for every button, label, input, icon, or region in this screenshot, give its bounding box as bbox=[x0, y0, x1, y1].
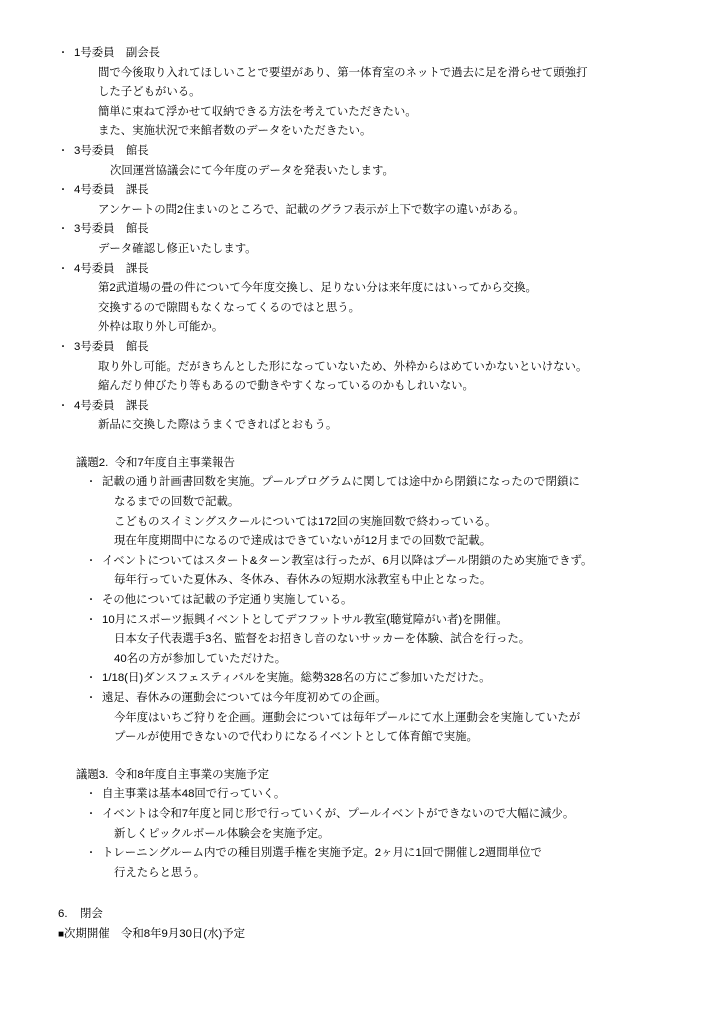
section-item bbox=[52, 689, 673, 748]
dialogue-entry bbox=[52, 181, 673, 220]
speaker-row bbox=[52, 338, 673, 358]
section-agenda-3 bbox=[52, 766, 673, 884]
bullet-icon: ・ bbox=[86, 808, 96, 820]
closing-block bbox=[52, 905, 673, 944]
dialogue-line: した子どもがいる。 bbox=[98, 86, 201, 99]
dialogue-line: また、実施状況で来館者数のデータをいただきたい。 bbox=[98, 125, 372, 138]
section-item bbox=[52, 611, 673, 670]
section-heading: 議題2. 令和7年度自主事業報告 bbox=[76, 456, 235, 469]
item-text: 10月にスポーツ振興イベントとしてデフフットサル教室(聴覚障がい者)を開催。 bbox=[102, 613, 508, 626]
item-row bbox=[86, 473, 673, 493]
bullet-icon: ・ bbox=[86, 848, 96, 860]
item-text: 記載の通り計画書回数を実施。プールプログラムに関しては途中から閉鎖になったので閉鎖に bbox=[102, 476, 580, 489]
dialogue-entry bbox=[52, 338, 673, 397]
dialogue-line: 第2武道場の畳の件について今年度交換し、足りない分は来年度にはいってから交換。 bbox=[98, 282, 537, 295]
item-row bbox=[86, 669, 673, 689]
item-text: イベントについてはスタート&ターン教室は行ったが、6月以降はプール閉鎖のため実施できず。 bbox=[102, 554, 593, 567]
bullet-icon: ・ bbox=[58, 341, 68, 353]
item-text: 1/18(日)ダンスフェスティバルを実施。総勢328名の方にご参加いただけた。 bbox=[102, 672, 491, 685]
speaker-label: 1号委員 副会長 bbox=[74, 47, 161, 59]
section-item bbox=[52, 473, 673, 551]
dialogue-line: 取り外し可能。だがきちんとした形になっていないため、外枠からはめていかないといけない。 bbox=[98, 360, 588, 373]
speaker-row bbox=[52, 220, 673, 240]
item-row bbox=[86, 611, 673, 631]
dialogue-entry bbox=[52, 142, 673, 181]
item-row bbox=[86, 689, 673, 709]
item-continuation: 日本女子代表選手3名、監督をお招きし音のないサッカーを体験、試合を行った。 bbox=[114, 633, 531, 646]
item-row bbox=[86, 785, 673, 805]
section-item bbox=[52, 844, 673, 883]
dialogue-entry bbox=[52, 260, 673, 338]
section-item bbox=[52, 785, 673, 805]
speaker-label: 4号委員 課長 bbox=[74, 399, 149, 412]
closing-title: 閉会 bbox=[80, 908, 103, 921]
speaker-label: 4号委員 課長 bbox=[74, 184, 149, 197]
item-continuation: プールが使用できないので代わりになるイベントとして体育館で実施。 bbox=[114, 731, 478, 744]
dialogue-line: 間で今後取り入れてほしいことで要望があり、第一体育室のネットで過去に足を滑らせて頭強打 bbox=[98, 66, 588, 79]
dialogue-line: 簡単に束ねて浮かせて収納できる方法を考えていただきたい。 bbox=[98, 105, 417, 118]
item-row bbox=[86, 552, 673, 572]
bullet-icon: ・ bbox=[58, 185, 68, 197]
bullet-icon: ・ bbox=[86, 789, 96, 801]
section-item bbox=[52, 669, 673, 689]
speaker-label: 3号委員 館長 bbox=[74, 223, 149, 236]
section-agenda-2 bbox=[52, 454, 673, 748]
dialogue-line: 新品に交換した際はうまくできればとおもう。 bbox=[98, 419, 338, 432]
bullet-icon: ・ bbox=[58, 224, 68, 236]
speaker-row bbox=[52, 44, 673, 64]
dialogue-line: 次回運営協議会にて今年度のデータを発表いたします。 bbox=[110, 164, 394, 177]
item-text: 遠足、春休みの運動会については今年度初めての企画。 bbox=[102, 692, 387, 704]
item-text: トレーニングルーム内での種目別選手権を実施予定。2ヶ月に1回で開催し2週間単位で bbox=[102, 847, 542, 860]
bullet-icon: ・ bbox=[58, 263, 68, 275]
next-meeting-row bbox=[58, 925, 673, 945]
speaker-label: 3号委員 館長 bbox=[74, 340, 149, 353]
speaker-label: 4号委員 課長 bbox=[74, 262, 149, 275]
dialogue-line: 交換するので隙間もなくなってくるのではと思う。 bbox=[98, 301, 360, 314]
speaker-label: 3号委員 館長 bbox=[74, 144, 149, 157]
dialogue-line: 外枠は取り外し可能か。 bbox=[98, 321, 224, 334]
bullet-icon: ・ bbox=[58, 145, 68, 157]
item-continuation: 毎年行っていた夏休み、冬休み、春休みの短期水泳教室も中止となった。 bbox=[114, 574, 492, 587]
dialogue-line: アンケートの問2住まいのところで、記載のグラフ表示が上下で数字の違いがある。 bbox=[98, 203, 525, 216]
closing-number: 6. bbox=[58, 908, 68, 921]
speaker-row bbox=[52, 142, 673, 162]
item-text: 自主事業は基本48回で行っていく。 bbox=[102, 788, 286, 801]
dialogue-entry bbox=[52, 397, 673, 436]
item-continuation: 新しくピックルボール体験会を実施予定。 bbox=[114, 827, 330, 840]
closing-heading-row bbox=[58, 905, 673, 925]
bullet-icon: ・ bbox=[86, 595, 96, 607]
bullet-icon: ・ bbox=[86, 614, 96, 626]
dialogue-line: データ確認し修正いたします。 bbox=[98, 242, 257, 255]
item-text: その他については記載の予定通り実施している。 bbox=[102, 594, 353, 607]
bullet-icon: ・ bbox=[86, 673, 96, 685]
item-continuation: 40名の方が参加していただけた。 bbox=[114, 652, 287, 665]
item-continuation: なるまでの回数で記載。 bbox=[114, 496, 240, 509]
item-row bbox=[86, 805, 673, 825]
bullet-icon: ・ bbox=[58, 400, 68, 412]
section-item bbox=[52, 805, 673, 844]
item-continuation: こどものスイミングスクールについては172回の実施回数で終わっている。 bbox=[114, 515, 497, 528]
item-continuation: 現在年度期間中になるので達成はできていないが12月までの回数で記載。 bbox=[114, 535, 492, 548]
bullet-icon: ・ bbox=[58, 48, 68, 59]
bullet-icon: ・ bbox=[86, 555, 96, 567]
speaker-row bbox=[52, 260, 673, 280]
bullet-icon: ・ bbox=[86, 477, 96, 489]
dialogue-entry bbox=[52, 44, 673, 142]
item-continuation: 今年度はいちご狩りを企画。運動会については毎年プールにて水上運動会を実施していたが bbox=[114, 711, 581, 724]
document-body bbox=[52, 44, 673, 945]
square-bullet-icon: ■ bbox=[58, 928, 65, 940]
item-continuation: 行えたらと思う。 bbox=[114, 866, 206, 879]
dialogue-block bbox=[52, 44, 673, 436]
dialogue-line: 縮んだり伸びたり等もあるので動きやすくなっているのかもしれいない。 bbox=[98, 380, 474, 393]
section-heading: 議題3. 令和8年度自主事業の実施予定 bbox=[76, 768, 270, 781]
speaker-row bbox=[52, 397, 673, 417]
item-row bbox=[86, 591, 673, 611]
dialogue-entry bbox=[52, 220, 673, 259]
section-item bbox=[52, 552, 673, 591]
next-meeting-text: 次期開催 令和8年9月30日(水)予定 bbox=[64, 927, 246, 940]
section-item bbox=[52, 591, 673, 611]
bullet-icon: ・ bbox=[86, 693, 96, 704]
speaker-row bbox=[52, 181, 673, 201]
item-text: イベントは令和7年度と同じ形で行っていくが、プールイベントができないので大幅に減少。 bbox=[102, 807, 575, 820]
item-row bbox=[86, 844, 673, 864]
